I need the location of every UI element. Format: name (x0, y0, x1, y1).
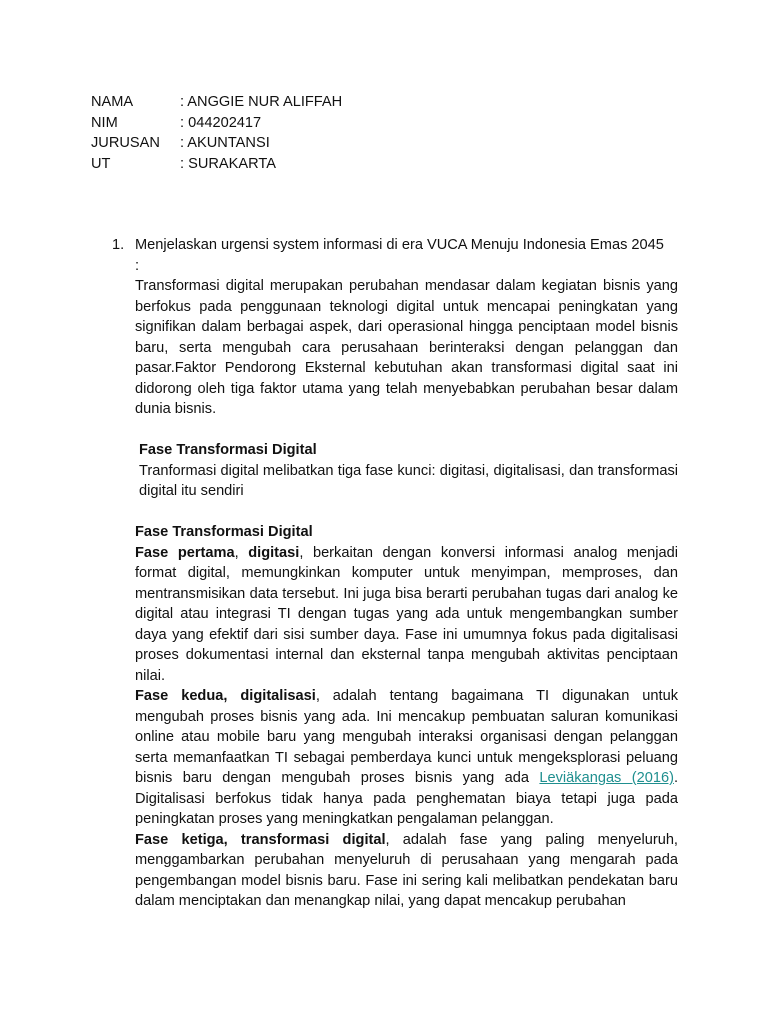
info-row-jurusan (91, 133, 342, 154)
phase-2-label: Fase kedua, digitalisasi (135, 688, 316, 704)
nim-label: NIM (91, 114, 118, 131)
phase-1-text: , berkaitan dengan konversi informasi analog menjadi format digital, memungkinkan komputer untuk menyimpan, memproses, dan mentransmisikan data tersebut. Ini juga bisa berarti perubahan tugas dari analog ke digital atau integrasi TI dengan tugas yang ada untuk mengembangkan sumber daya yang efektif dari sisi sumber daya. Fase ini umumnya fokus pada digitalisasi proses dokumentasi internal dan eksternal tanpa mengubah aktivitas penciptaan nilai. (135, 544, 678, 684)
question-number: 1. (112, 237, 125, 253)
info-row-nim (91, 113, 342, 134)
phase-3-label: Fase ketiga, transformasi digital (135, 831, 386, 848)
phase-3-paragraph (135, 830, 678, 912)
question-colon: : (135, 257, 140, 274)
phase-2-text-a: , adalah tentang bagaimana TI digunakan untuk mengubah proses bisnis yang ada. Ini mencakup pembuatan saluran komunikasi online atau mobile baru yang mengubah interaksi organisasi dengan pelanggan serta memanfaatkan TI sebagai pemberdaya kunci untuk mengeksplorasi peluang bisnis baru dengan mengubah proses bisnis yang ada (135, 688, 678, 786)
name-value: : ANGGIE NUR ALIFFAH (180, 94, 343, 110)
info-row-name (91, 92, 342, 113)
student-info-block (91, 92, 342, 174)
list-item (112, 235, 678, 912)
question-title: Menjelaskan urgensi system informasi di era VUCA Menuju Indonesia Emas 2045 (135, 237, 664, 253)
question-body (135, 235, 678, 912)
intro-paragraph: Transformasi digital merupakan perubahan mendasar dalam kegiatan bisnis yang berfokus pada penggunaan teknologi digital untuk mencapai peningkatan yang signifikan dalam berbagai aspek, dari operasional hingga penciptaan model bisnis baru, serta mengubah cara perusahaan berinteraksi dengan pelanggan dan pasar.Faktor Pendorong Eksternal kebutuhan akan transformasi digital saat ini didorong oleh tiga faktor utama yang telah menyebabkan perubahan besar dalam dunia bisnis. (135, 278, 678, 417)
ut-value: : SURAKARTA (180, 155, 276, 172)
info-row-ut (91, 154, 342, 175)
ut-label: UT (91, 155, 111, 172)
jurusan-value: : AKUNTANSI (180, 135, 270, 151)
phase-2-text-b: . Digitalisasi berfokus tidak hanya pada penghematan biaya tetapi juga pada peningkatan proses yang meningkatkan pengalaman pelanggan. (135, 770, 678, 827)
question-list (112, 235, 678, 912)
phase-1-paragraph (135, 543, 678, 687)
phase-1-comma: , (234, 544, 249, 561)
spacer (135, 502, 678, 523)
phase-3-text: , adalah fase yang paling menyeluruh, menggambarkan perubahan menyeluruh di perusahaan yang mengarah pada pengembangan model bisnis baru. Fase ini sering kali melibatkan pendekatan baru dalam menciptakan dan menangkap nilai, yang dapat mencakup perubahan (135, 831, 678, 909)
phase-1-label-a: Fase pertama (135, 544, 235, 561)
section-paragraph-1: Tranformasi digital melibatkan tiga fase kunci: digitasi, digitalisasi, dan transformasi digital itu sendiri (139, 462, 678, 499)
name-label: NAMA (91, 94, 134, 110)
citation-link[interactable]: Leviäkangas (2016) (539, 770, 674, 786)
jurusan-label: JURUSAN (91, 135, 160, 151)
phase-1-label-b: digitasi (248, 544, 300, 561)
section-heading-2: Fase Transformasi Digital (135, 524, 313, 540)
phase-2-paragraph (135, 686, 678, 830)
section-heading-1: Fase Transformasi Digital (139, 442, 317, 458)
nim-value: : 044202417 (180, 114, 262, 131)
spacer (135, 420, 678, 441)
